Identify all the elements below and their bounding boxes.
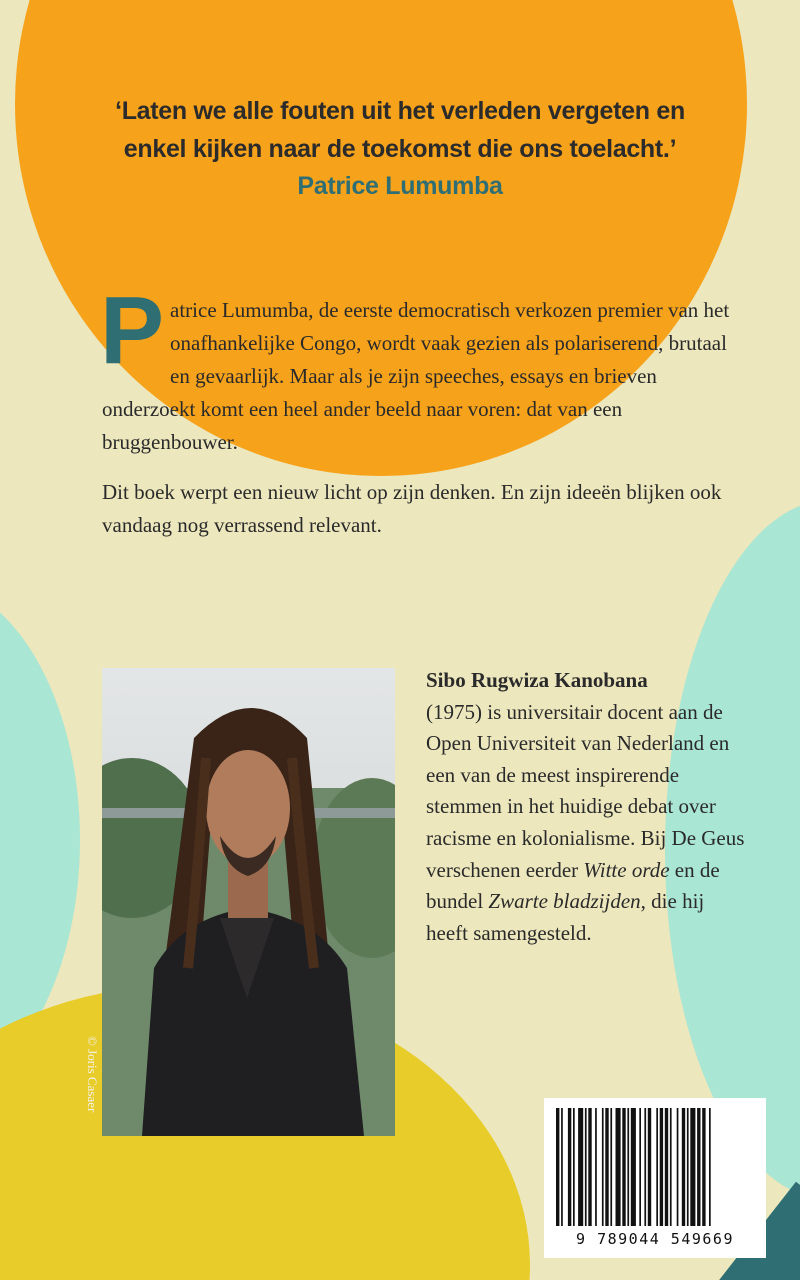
isbn-number: 9 789044 549669: [576, 1230, 734, 1248]
barcode-bar: [702, 1108, 705, 1226]
barcode-bar: [670, 1108, 672, 1226]
barcode-bar: [690, 1108, 695, 1226]
barcode-bar: [709, 1108, 711, 1226]
book-title-witte-orde: Witte orde: [583, 857, 670, 882]
author-bio: [426, 665, 746, 949]
barcode-bar: [616, 1108, 621, 1226]
barcode-bar: [665, 1108, 668, 1226]
blurb-paragraph-1-text: atrice Lumumba, de eerste democratisch verkozen premier van het onafhankelijke Congo, wordt vaak gezien als polariserend, brutaal en gevaarlijk. Maar als je zijn speeches, essays en brieven onderzoekt komt een heel ander beeld naar voren: dat van een bruggenbouwer.: [102, 298, 730, 454]
barcode-bar: [622, 1108, 625, 1226]
quote-line-1: ‘Laten we alle fouten uit het verleden vergeten en: [115, 97, 685, 125]
barcode: [544, 1098, 766, 1258]
barcode-bars: [556, 1108, 754, 1226]
blurb-paragraph-1: [100, 277, 742, 459]
barcode-bar: [595, 1108, 597, 1226]
author-photo: [102, 668, 395, 1136]
author-portrait-illustration: [102, 668, 395, 1136]
photo-credit: © Joris Casaer: [85, 1036, 100, 1113]
barcode-bar: [568, 1108, 571, 1226]
barcode-bar: [656, 1108, 658, 1226]
barcode-bar: [644, 1108, 646, 1226]
barcode-bar: [610, 1108, 612, 1226]
barcode-bar: [687, 1108, 689, 1226]
author-name: Sibo Rugwiza Kanobana: [426, 668, 648, 692]
bio-text-3: , die hij heeft samengesteld.: [426, 889, 705, 945]
quote-author: Patrice Lumumba: [297, 172, 503, 200]
barcode-bar: [682, 1108, 685, 1226]
barcode-bar: [697, 1108, 700, 1226]
barcode-bar: [639, 1108, 641, 1226]
quote-line-2: enkel kijken naar de toekomst die ons toelacht.’: [123, 135, 677, 163]
barcode-bar: [627, 1108, 629, 1226]
drop-cap: P: [100, 277, 165, 384]
blurb-paragraph-2: Dit boek werpt een nieuw licht op zijn denken. En zijn ideeën blijken ook vandaag nog verrassend relevant.: [102, 480, 722, 537]
barcode-bar: [573, 1108, 575, 1226]
book-blurb: [100, 277, 742, 559]
barcode-bar: [561, 1108, 563, 1226]
barcode-bar: [677, 1108, 679, 1226]
book-title-zwarte-bladzijden: Zwarte bladzijden: [488, 889, 641, 914]
barcode-bar: [578, 1108, 583, 1226]
barcode-bar: [588, 1108, 591, 1226]
bio-text-2: en de bundel: [426, 857, 720, 914]
quote-block: [60, 92, 740, 204]
barcode-bar: [556, 1108, 559, 1226]
barcode-bar: [631, 1108, 636, 1226]
barcode-bar: [648, 1108, 651, 1226]
barcode-bar: [602, 1108, 604, 1226]
barcode-bar: [605, 1108, 608, 1226]
barcode-bar: [660, 1108, 663, 1226]
barcode-bar: [585, 1108, 587, 1226]
bio-text-1: (1975) is universitair docent aan de Open Universiteit van Nederland en een van de meest inspirerende stemmen in het huidige debat over racisme en kolonialisme. Bij De Geus verschenen eerder: [426, 699, 745, 882]
